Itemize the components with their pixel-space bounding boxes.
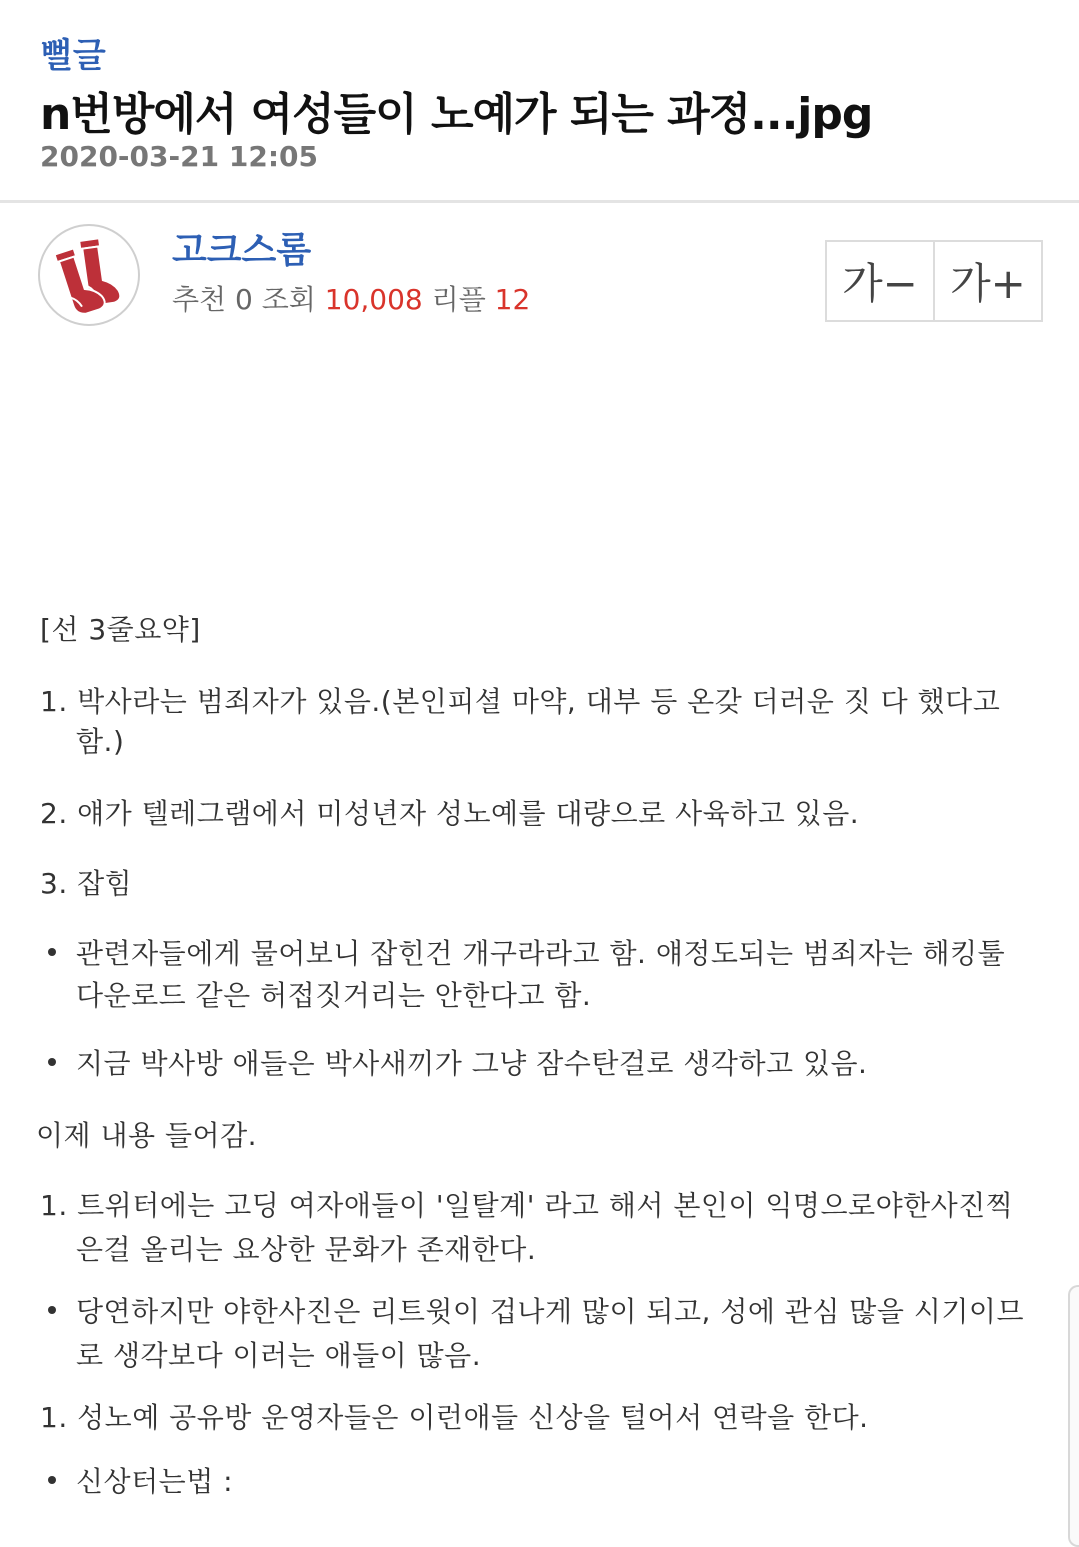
font-size-controls [825, 240, 1043, 322]
list-item: 1. 트위터에는 고딩 여자애들이 '일탈계' 라고 해서 본인이 익명으로야한사진찍 [40, 1189, 1014, 1222]
list-item: 2. 얘가 텔레그램에서 미성년자 성노예를 대량으로 사육하고 있음. [40, 797, 860, 830]
paragraph: 이제 내용 들어감. [36, 1119, 258, 1152]
bullet-item: 당연하지만 야한사진은 리트윗이 겁나게 많이 되고, 성에 관심 많을 시기이므 [76, 1295, 1024, 1328]
list-item: 1. 박사라는 범죄자가 있음.(본인피셜 마약, 대부 등 온갖 더러운 짓 다 했다고 [40, 685, 1001, 718]
bullet-item: 신상터는법 : [76, 1465, 234, 1498]
list-item: 3. 잡힘 [40, 867, 133, 900]
font-decrease-button[interactable]: 가− [842, 259, 918, 308]
board-name-link[interactable]: 뻘글 [40, 36, 106, 76]
bullet-dot [48, 1476, 56, 1484]
bullet-item: 관련자들에게 물어보니 잡힌건 개구라라고 함. 얘정도되는 범죄자는 해킹툴 [76, 937, 1006, 970]
bullet-item: 지금 박사방 애들은 박사새끼가 그냥 잠수탄걸로 생각하고 있음. [76, 1047, 868, 1080]
recommend-label: 추천 [172, 283, 227, 316]
replies-count: 12 [494, 283, 531, 316]
post-header [0, 0, 1079, 203]
summary-heading: [선 3줄요약] [40, 613, 201, 646]
bullet-dot [48, 1058, 56, 1066]
avatar[interactable] [38, 224, 140, 326]
replies-label: 리플 [431, 283, 486, 316]
bullet-dot [48, 948, 56, 956]
recommend-count: 0 [235, 283, 253, 316]
post-stats [172, 278, 530, 318]
author-name-link[interactable]: 고크스롬 [172, 230, 312, 271]
bullet-item-continuation: 다운로드 같은 허접짓거리는 안한다고 함. [76, 979, 592, 1012]
post-date: 2020-03-21 12:05 [40, 140, 318, 173]
scrollbar[interactable] [1068, 1285, 1079, 1547]
post-title: n번방에서 여성들이 노예가 되는 과정...jpg [40, 89, 873, 140]
list-item: 1. 성노예 공유방 운영자들은 이런애들 신상을 털어서 연락을 한다. [40, 1401, 869, 1434]
red-sox-logo-icon [40, 226, 138, 324]
bullet-dot [48, 1306, 56, 1314]
list-item-continuation: 함.) [76, 725, 125, 758]
views-count: 10,008 [324, 283, 423, 316]
font-increase-button[interactable]: 가+ [933, 242, 1041, 320]
bullet-item-continuation: 로 생각보다 이러는 애들이 많음. [76, 1339, 482, 1372]
views-label: 조회 [261, 283, 316, 316]
list-item-continuation: 은걸 올리는 요상한 문화가 존재한다. [76, 1233, 537, 1266]
